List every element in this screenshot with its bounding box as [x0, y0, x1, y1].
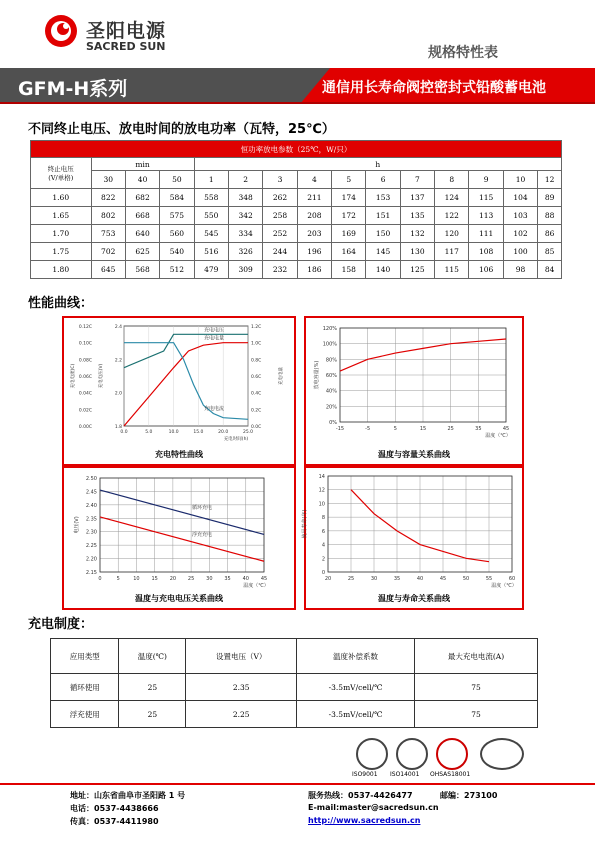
brand-name-cn: 圣阳电源 [86, 20, 167, 42]
plot-frame [100, 478, 264, 572]
power-cell: 516 [194, 243, 228, 261]
column-header: 3 [263, 171, 297, 189]
power-cell: 244 [263, 243, 297, 261]
x-tick-label: 10.0 [168, 430, 179, 435]
power-cell: 512 [160, 261, 194, 279]
x-tick-label: 35 [224, 576, 231, 582]
y-tick-label: 2 [321, 556, 325, 563]
y-tick-label: 100% [322, 341, 337, 348]
chart-svg [64, 318, 294, 464]
power-cell: 211 [297, 189, 331, 207]
y-tick-label: 4 [321, 542, 325, 549]
voltage-cell: 1.65 [31, 207, 92, 225]
y-tick-label: 2.0 [114, 391, 122, 397]
footer-postcode: 邮编：273100 [440, 791, 498, 800]
charge-cell: 25 [119, 701, 186, 728]
power-cell: 668 [125, 207, 159, 225]
power-cell: 560 [160, 225, 194, 243]
power-cell: 132 [400, 225, 434, 243]
y-tick-label: 0.4C [251, 391, 262, 397]
power-cell: 545 [194, 225, 228, 243]
power-cell: 145 [366, 243, 400, 261]
power-cell: 102 [503, 225, 537, 243]
column-header: 9 [469, 171, 503, 189]
x-tick-label: 30 [370, 576, 378, 582]
y-tick-label: 120% [322, 326, 337, 332]
power-cell: 108 [469, 243, 503, 261]
temp-charge-voltage-chart [62, 466, 296, 610]
table-title: 恒功率放电参数（25℃，W/只） [31, 141, 562, 158]
power-cell: 124 [435, 189, 469, 207]
y-tick-label: 2.4 [114, 325, 122, 330]
power-cell: 169 [332, 225, 366, 243]
table-row [31, 261, 562, 279]
temp-capacity-chart [304, 316, 524, 466]
y-tick-label: 80% [325, 357, 337, 364]
y-tick-label: 0.08C [78, 358, 92, 364]
footer-address: 地址：山东省曲阜市圣阳路 1 号 [70, 791, 186, 800]
power-cell: 98 [503, 261, 537, 279]
power-cell: 262 [263, 189, 297, 207]
y-tick-label: 0.0C [251, 425, 262, 430]
y-tick-label: 12 [318, 487, 325, 494]
x-axis-label: 温度（℃） [243, 583, 269, 589]
x-tick-label: 25 [347, 576, 355, 582]
power-cell: 550 [194, 207, 228, 225]
min-header: min [91, 158, 194, 171]
column-header: 5 [332, 171, 366, 189]
table-row [31, 189, 562, 207]
x-tick-label: 15 [151, 576, 158, 582]
chart-svg [64, 468, 294, 608]
x-tick-label: 20 [169, 576, 177, 582]
power-cell: 115 [435, 261, 469, 279]
y-tick-label: 0.8C [251, 358, 262, 364]
charge-cell: 浮充使用 [51, 701, 119, 728]
chart-svg [302, 468, 522, 608]
charge-cell: 75 [415, 674, 538, 701]
charge-characteristic-chart [62, 316, 296, 466]
x-tick-label: 35 [475, 426, 482, 432]
y-tick-label: 2.50 [85, 476, 97, 482]
power-cell: 89 [538, 189, 562, 207]
product-name: 通信用长寿命阀控密封式铅酸蓄电池 [322, 80, 546, 96]
column-header: 10 [503, 171, 537, 189]
power-cell: 130 [400, 243, 434, 261]
chart-caption: 温度与充电电压关系曲线 [135, 594, 223, 603]
x-tick-label: 10 [133, 576, 140, 582]
power-cell: 122 [435, 207, 469, 225]
power-cell: 103 [503, 207, 537, 225]
sacred-sun-logo-icon [44, 14, 78, 48]
x-tick-label: 60 [508, 576, 516, 582]
x-tick-label: 25 [447, 426, 454, 432]
x-tick-label: 20 [324, 576, 332, 582]
x-tick-label: -15 [335, 426, 345, 432]
x-tick-label: 0.0 [120, 430, 128, 435]
series-label: 循环充电 [191, 505, 213, 512]
y-tick-label: 0.02C [78, 408, 92, 414]
charge-header: 最大充电电流(A) [415, 639, 538, 674]
power-cell: 342 [228, 207, 262, 225]
y-tick-label: 2.20 [85, 556, 97, 563]
x-tick-label: 35 [393, 576, 401, 582]
power-cell: 196 [297, 243, 331, 261]
y-tick-label: 0.12C [78, 325, 92, 330]
x-tick-label: 55 [485, 576, 493, 582]
chart-svg [306, 318, 522, 464]
charge-cell: -3.5mV/cell/℃ [297, 701, 415, 728]
voltage-cell: 1.70 [31, 225, 92, 243]
power-cell: 86 [538, 225, 562, 243]
power-cell: 252 [263, 225, 297, 243]
charge-header: 应用类型 [51, 639, 119, 674]
curves-heading: 性能曲线： [28, 296, 94, 311]
y-tick-label: 1.8 [114, 425, 122, 430]
power-cell: 120 [435, 225, 469, 243]
table-row [31, 243, 562, 261]
voltage-cell: 1.60 [31, 189, 92, 207]
column-header: 1 [194, 171, 228, 189]
y-tick-label: 2.25 [85, 543, 97, 550]
power-cell: 186 [297, 261, 331, 279]
y-tick-label: 40% [325, 388, 337, 395]
y-tick-label: 8 [321, 515, 325, 522]
power-cell: 137 [400, 189, 434, 207]
y-axis-label: 电压(V) [74, 516, 80, 534]
y-axis-label: 充电电量 [279, 367, 284, 385]
power-cell: 158 [332, 261, 366, 279]
x-tick-label: 25.0 [242, 430, 254, 435]
charge-cell: 循环使用 [51, 674, 119, 701]
charge-cell: 2.35 [186, 674, 297, 701]
y-tick-label: 2.45 [85, 489, 97, 496]
y-tick-label: 0.04C [78, 391, 92, 397]
y-tick-label: 20% [325, 404, 337, 411]
power-cell: 172 [332, 207, 366, 225]
iso14001-cert-icon [396, 738, 428, 770]
power-cell: 150 [366, 225, 400, 243]
y-tick-label: 0.06C [78, 375, 92, 380]
power-cell: 326 [228, 243, 262, 261]
charge-cell: 25 [119, 674, 186, 701]
power-cell: 822 [91, 189, 125, 207]
power-cell: 88 [538, 207, 562, 225]
power-cell: 802 [91, 207, 125, 225]
charge-header: 设置电压（V） [186, 639, 297, 674]
series-label: 充电电量 [203, 335, 225, 342]
x-tick-label: 15 [419, 426, 427, 432]
power-cell: 100 [503, 243, 537, 261]
column-header: 2 [228, 171, 262, 189]
power-cell: 702 [91, 243, 125, 261]
power-cell: 84 [538, 261, 562, 279]
x-tick-label: 45 [439, 576, 447, 582]
power-cell: 640 [125, 225, 159, 243]
x-tick-label: -5 [365, 426, 371, 432]
y-tick-label: 0% [329, 420, 337, 426]
power-cell: 208 [297, 207, 331, 225]
power-cell: 258 [263, 207, 297, 225]
plot-frame [124, 326, 248, 426]
ohsas-cert-icon [436, 738, 468, 770]
series-label: 充电电压 [203, 327, 225, 334]
column-header: 7 [400, 171, 434, 189]
column-header: 12 [538, 171, 562, 189]
series-line [100, 517, 264, 561]
power-cell: 125 [400, 261, 434, 279]
y-tick-label: 0.6C [251, 375, 262, 380]
footer-phone: 电话：0537-4438666 [70, 804, 159, 813]
power-cell: 479 [194, 261, 228, 279]
power-cell: 575 [160, 207, 194, 225]
x-tick-label: 45 [502, 426, 510, 432]
title-banner [0, 68, 595, 104]
power-cell: 309 [228, 261, 262, 279]
y-tick-label: 14 [318, 474, 325, 480]
y-axis-label: 放电容量(%) [314, 360, 320, 390]
x-tick-label: 5 [393, 426, 397, 432]
x-tick-label: 40 [242, 576, 249, 582]
power-cell: 203 [297, 225, 331, 243]
power-cell: 584 [160, 189, 194, 207]
column-header: 8 [435, 171, 469, 189]
charge-cell: 2.25 [186, 701, 297, 728]
y-tick-label: 2.15 [85, 570, 97, 576]
power-cell: 135 [400, 207, 434, 225]
power-cell: 85 [538, 243, 562, 261]
chart-caption: 充电特性曲线 [155, 450, 203, 459]
x-tick-label: 25 [187, 576, 195, 582]
x-tick-label: 5 [116, 576, 120, 582]
y-axis-label: 充电电压(V) [99, 363, 104, 389]
y-tick-label: 2.30 [85, 529, 97, 536]
footer-email: E-mail:master@sacredsun.cn [308, 803, 439, 812]
brand-name-en: SACRED SUN [86, 40, 166, 53]
col-label: 终止电压 [47, 165, 74, 173]
power-cell: 625 [125, 243, 159, 261]
power-cell: 558 [194, 189, 228, 207]
y-axis-label: 使用寿命(年) [302, 509, 308, 539]
x-tick-label: 20.0 [218, 430, 229, 435]
series-label: 充电电流 [203, 406, 225, 412]
x-tick-label: 15.0 [193, 430, 204, 435]
power-cell: 682 [125, 189, 159, 207]
table-row [31, 207, 562, 225]
charge-cell: 75 [415, 701, 538, 728]
footer-url-link[interactable]: http://www.sacredsun.cn [308, 816, 421, 825]
charge-header: 温度(℃) [119, 639, 186, 674]
series-label: 浮充充电 [191, 532, 213, 539]
y-tick-label: 0.2C [251, 408, 262, 414]
power-cell: 153 [366, 189, 400, 207]
rate-table-heading: 不同终止电压、放电时间的放电功率（瓦特，25℃） [28, 122, 335, 137]
power-cell: 106 [469, 261, 503, 279]
voltage-cell: 1.80 [31, 261, 92, 279]
power-cell: 753 [91, 225, 125, 243]
discharge-power-table [30, 140, 562, 279]
voltage-cell: 1.75 [31, 243, 92, 261]
table-row [51, 674, 538, 701]
column-header: 50 [160, 171, 194, 189]
x-tick-label: 45 [260, 576, 268, 582]
footer-divider [0, 783, 595, 785]
series-line [124, 334, 248, 367]
y-axis-label: 充电电流(C) [71, 363, 76, 389]
power-cell: 232 [263, 261, 297, 279]
y-tick-label: 60% [325, 373, 337, 379]
charge-cell: -3.5mV/cell/℃ [297, 674, 415, 701]
y-tick-label: 0 [321, 570, 325, 576]
column-header: 30 [91, 171, 125, 189]
column-header: 4 [297, 171, 331, 189]
x-axis-label: 温度（℃） [491, 583, 517, 589]
charge-header: 温度补偿系数 [297, 639, 415, 674]
charge-regime-heading: 充电制度： [28, 617, 94, 632]
power-cell: 111 [469, 225, 503, 243]
y-tick-label: 0.00C [78, 425, 92, 430]
x-tick-label: 30 [206, 576, 213, 582]
y-tick-label: 0.10C [78, 341, 92, 347]
x-axis-label: 充电时间(h) [223, 437, 249, 442]
temp-life-chart [304, 466, 524, 610]
x-tick-label: 0 [98, 576, 102, 582]
x-tick-label: 50 [462, 576, 470, 582]
table-row [31, 225, 562, 243]
cert-label: ISO9001 [352, 771, 378, 778]
footer-service: 服务热线：0537-4426477 [308, 791, 413, 800]
power-cell: 140 [366, 261, 400, 279]
power-cell: 151 [366, 207, 400, 225]
power-cell: 164 [332, 243, 366, 261]
power-cell: 104 [503, 189, 537, 207]
x-axis-label: 温度（℃） [485, 433, 511, 439]
power-cell: 348 [228, 189, 262, 207]
y-tick-label: 2.35 [85, 516, 97, 523]
x-tick-label: 5.0 [145, 430, 153, 435]
power-cell: 540 [160, 243, 194, 261]
y-tick-label: 2.40 [85, 502, 97, 509]
spec-sheet-title: 规格特性表 [428, 45, 498, 61]
y-tick-label: 10 [318, 501, 325, 508]
series-line [100, 490, 264, 534]
y-tick-label: 1.0C [251, 341, 262, 347]
power-cell: 174 [332, 189, 366, 207]
table-row [51, 701, 538, 728]
power-cell: 117 [435, 243, 469, 261]
x-tick-label: 40 [416, 576, 424, 582]
power-cell: 115 [469, 189, 503, 207]
y-tick-label: 1.2C [251, 325, 262, 330]
tlc-cert-icon [480, 738, 524, 770]
iso9001-cert-icon [356, 738, 388, 770]
col-unit: (V/单格) [48, 174, 74, 182]
certification-logos [350, 738, 560, 782]
column-header: 40 [125, 171, 159, 189]
power-cell: 645 [91, 261, 125, 279]
cert-label: ISO14001 [390, 771, 420, 778]
y-tick-label: 2.2 [114, 358, 122, 364]
cert-label: OHSAS18001 [430, 771, 471, 778]
y-tick-label: 6 [321, 528, 325, 535]
chart-caption: 温度与容量关系曲线 [378, 450, 450, 459]
power-cell: 568 [125, 261, 159, 279]
series-name: GFM-H系列 [18, 78, 128, 100]
footer-fax: 传真：0537-4411980 [70, 817, 159, 826]
power-cell: 113 [469, 207, 503, 225]
column-header: 6 [366, 171, 400, 189]
charge-regime-table [50, 638, 538, 728]
h-header: h [194, 158, 561, 171]
power-cell: 334 [228, 225, 262, 243]
chart-caption: 温度与寿命关系曲线 [378, 594, 450, 603]
series-line [124, 343, 248, 426]
